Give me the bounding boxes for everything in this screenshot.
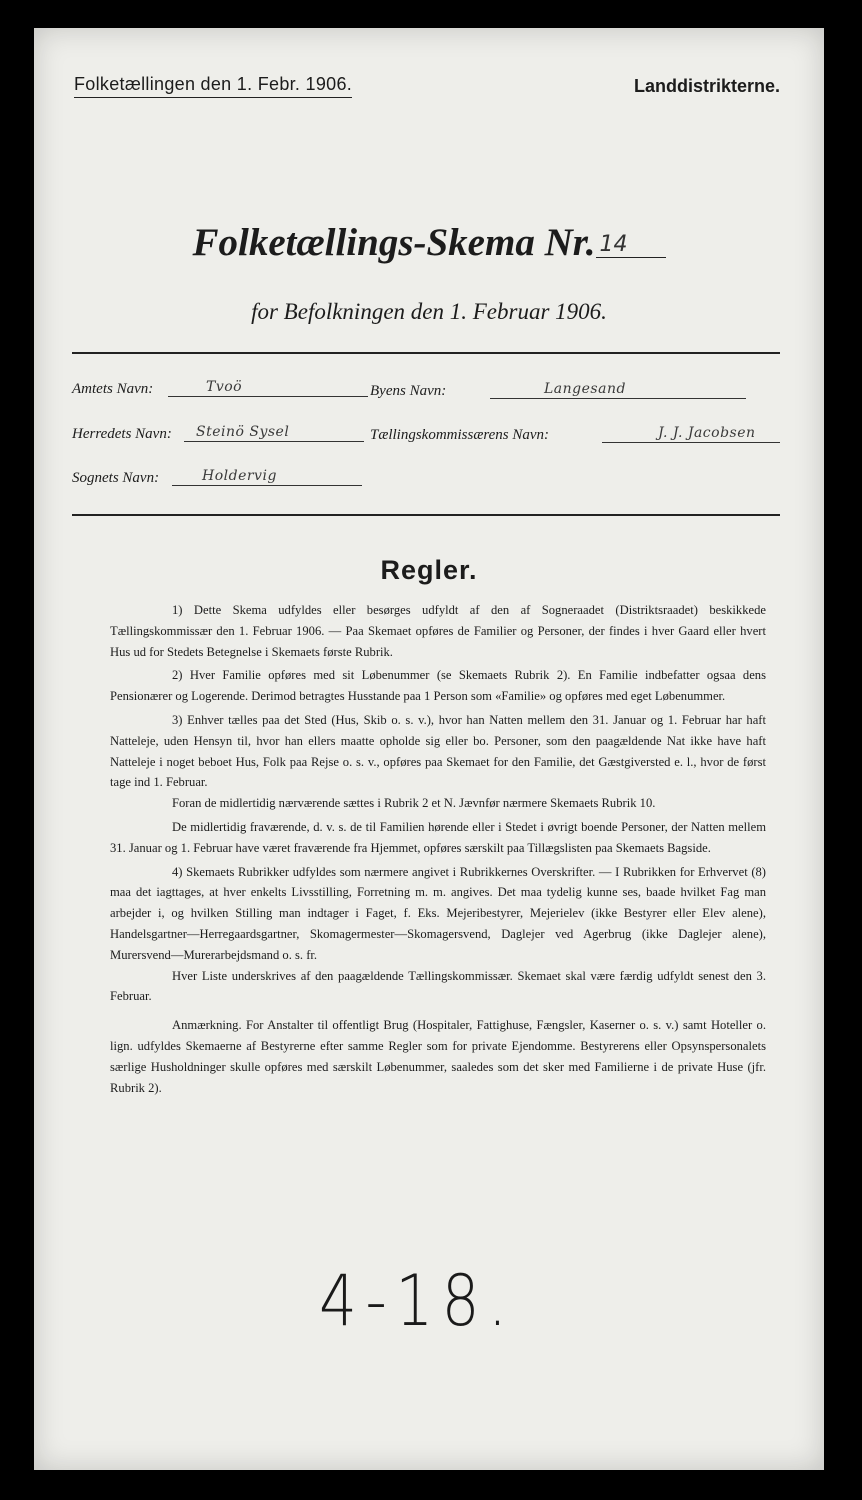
by-value: Langesand <box>544 381 626 397</box>
district-type-header: Landdistrikterne. <box>633 76 780 96</box>
regler-heading: Regler. <box>380 555 478 585</box>
kommissaer-label: Tællingskommissærens Navn: <box>370 427 550 443</box>
form-number: 14 <box>596 232 666 258</box>
handwritten-number: 4-18. <box>319 1260 516 1342</box>
sogn-label: Sognets Navn: <box>72 470 160 486</box>
rule-4: 4) Skemaets Rubrikker udfyldes som nærmere angivet i Rubrikkernes Overskrifter. — I Rubrikken for Erhvervet (8) maa det iagttages, at hver enkelts Livsstilling, Forretning m. m. angives. Det maa tydelig kunne ses, baade hvilket Fag man arbejder i, og hvilken Stilling man indtager i Faget, f. Eks. Mejeribestyrer, Mejerielev (ikke Bestyrer eller Elev alene), Handelsgartner—Herregaardsgartner, Skomagermester—Skomagersvend, Daglejer ved Agerbrug (ikke Daglejer alene), Murersvend—Murerarbejdsmand o. s. fr. <box>110 864 766 962</box>
amt-field <box>168 378 368 397</box>
rule-2: 2) Hver Familie opføres med sit Løbenummer (se Skemaets Rubrik 2). En Familie indbefatter ogsaa dens Pensionærer og Logerende. Derimod betragtes Husstande paa 1 Person som «Familie» og opføres med eget Løbenummer. <box>110 668 766 704</box>
rule-3-note-absent: De midlertidig fraværende, d. v. s. de til Familien hørende eller i Stedet i øvrigt boende Personer, der Natten mellem 31. Januar og 1. Februar have været fraværende fra Hjemmet, opføres særskilt paa Tillægslisten paa Skemaets Bagside. <box>110 819 766 855</box>
top-divider <box>72 352 780 354</box>
by-label: Byens Navn: <box>370 383 447 399</box>
amt-label: Amtets Navn: <box>72 381 154 397</box>
rule-1: 1) Dette Skema udfyldes eller besørges udfyldt af den af Sogneraadet (Distriktsraadet) beskikkede Tællingskommissær den 1. Februar 1906. — Paa Skemaet opføres de Familier og Personer, der findes i hver Gaard eller hvert Hus ud for Stedets Betegnelse i Skemaets første Rubrik. <box>110 603 766 659</box>
census-form-page <box>34 28 824 1470</box>
sogn-field <box>172 467 362 486</box>
fields-divider <box>72 514 780 516</box>
remark: Anmærkning. For Anstalter til offentligt Brug (Hospitaler, Fattighuse, Fængsler, Kaserner o. s. v.) samt Hoteller o. lign. udfyldes Skemaerne af Bestyrerne efter samme Regler som for private Ejendomme. Bestyrerens eller Opsynspersonalets særlige Husholdninger skulle opføres med særskilt Løbenummer, saaledes som det sker med Familierne i de private Huse (jfr. Rubrik 2). <box>110 1018 766 1095</box>
kommissaer-value: J. J. Jacobsen <box>658 425 756 441</box>
by-field <box>490 380 746 399</box>
herred-field <box>184 423 364 442</box>
rule-3: 3) Enhver tælles paa det Sted (Hus, Skib o. s. v.), hvor han Natten mellem den 31. Januar og 1. Februar har haft Natteleje, uden Hensyn til, hvor han ellers maatte opholde sig eller bo. Personer, som den paagældende Nat ikke have haft Natteleje i noget beboet Hus, Folk paa Rejse o. s. v., opføres paa Skemaet for den Familie, det Gæstgiversted e. l., hvor de først tage ind 1. Februar. <box>110 712 766 790</box>
kommissaer-field <box>602 424 780 443</box>
sogn-value: Holdervig <box>202 468 277 484</box>
herred-value: Steinö Sysel <box>196 424 290 440</box>
rule-4-signature: Hver Liste underskrives af den paagældende Tællingskommissær. Skemaet skal være færdig udfyldt senest den 3. Februar. <box>110 968 766 1004</box>
amt-value: Tvoö <box>206 379 243 395</box>
herred-label: Herredets Navn: <box>72 426 172 442</box>
regler-body <box>110 600 766 1098</box>
census-header-left: Folketællingen den 1. Febr. 1906. <box>74 74 352 98</box>
rule-3-note-present: Foran de midlertidig nærværende sættes i Rubrik 2 et N. Jævnfør nærmere Skemaets Rubrik 10. <box>172 796 656 811</box>
form-title-row <box>34 220 824 265</box>
form-subtitle: for Befolkningen den 1. Februar 1906. <box>251 299 607 324</box>
form-title: Folketællings-Skema Nr. <box>192 221 596 264</box>
